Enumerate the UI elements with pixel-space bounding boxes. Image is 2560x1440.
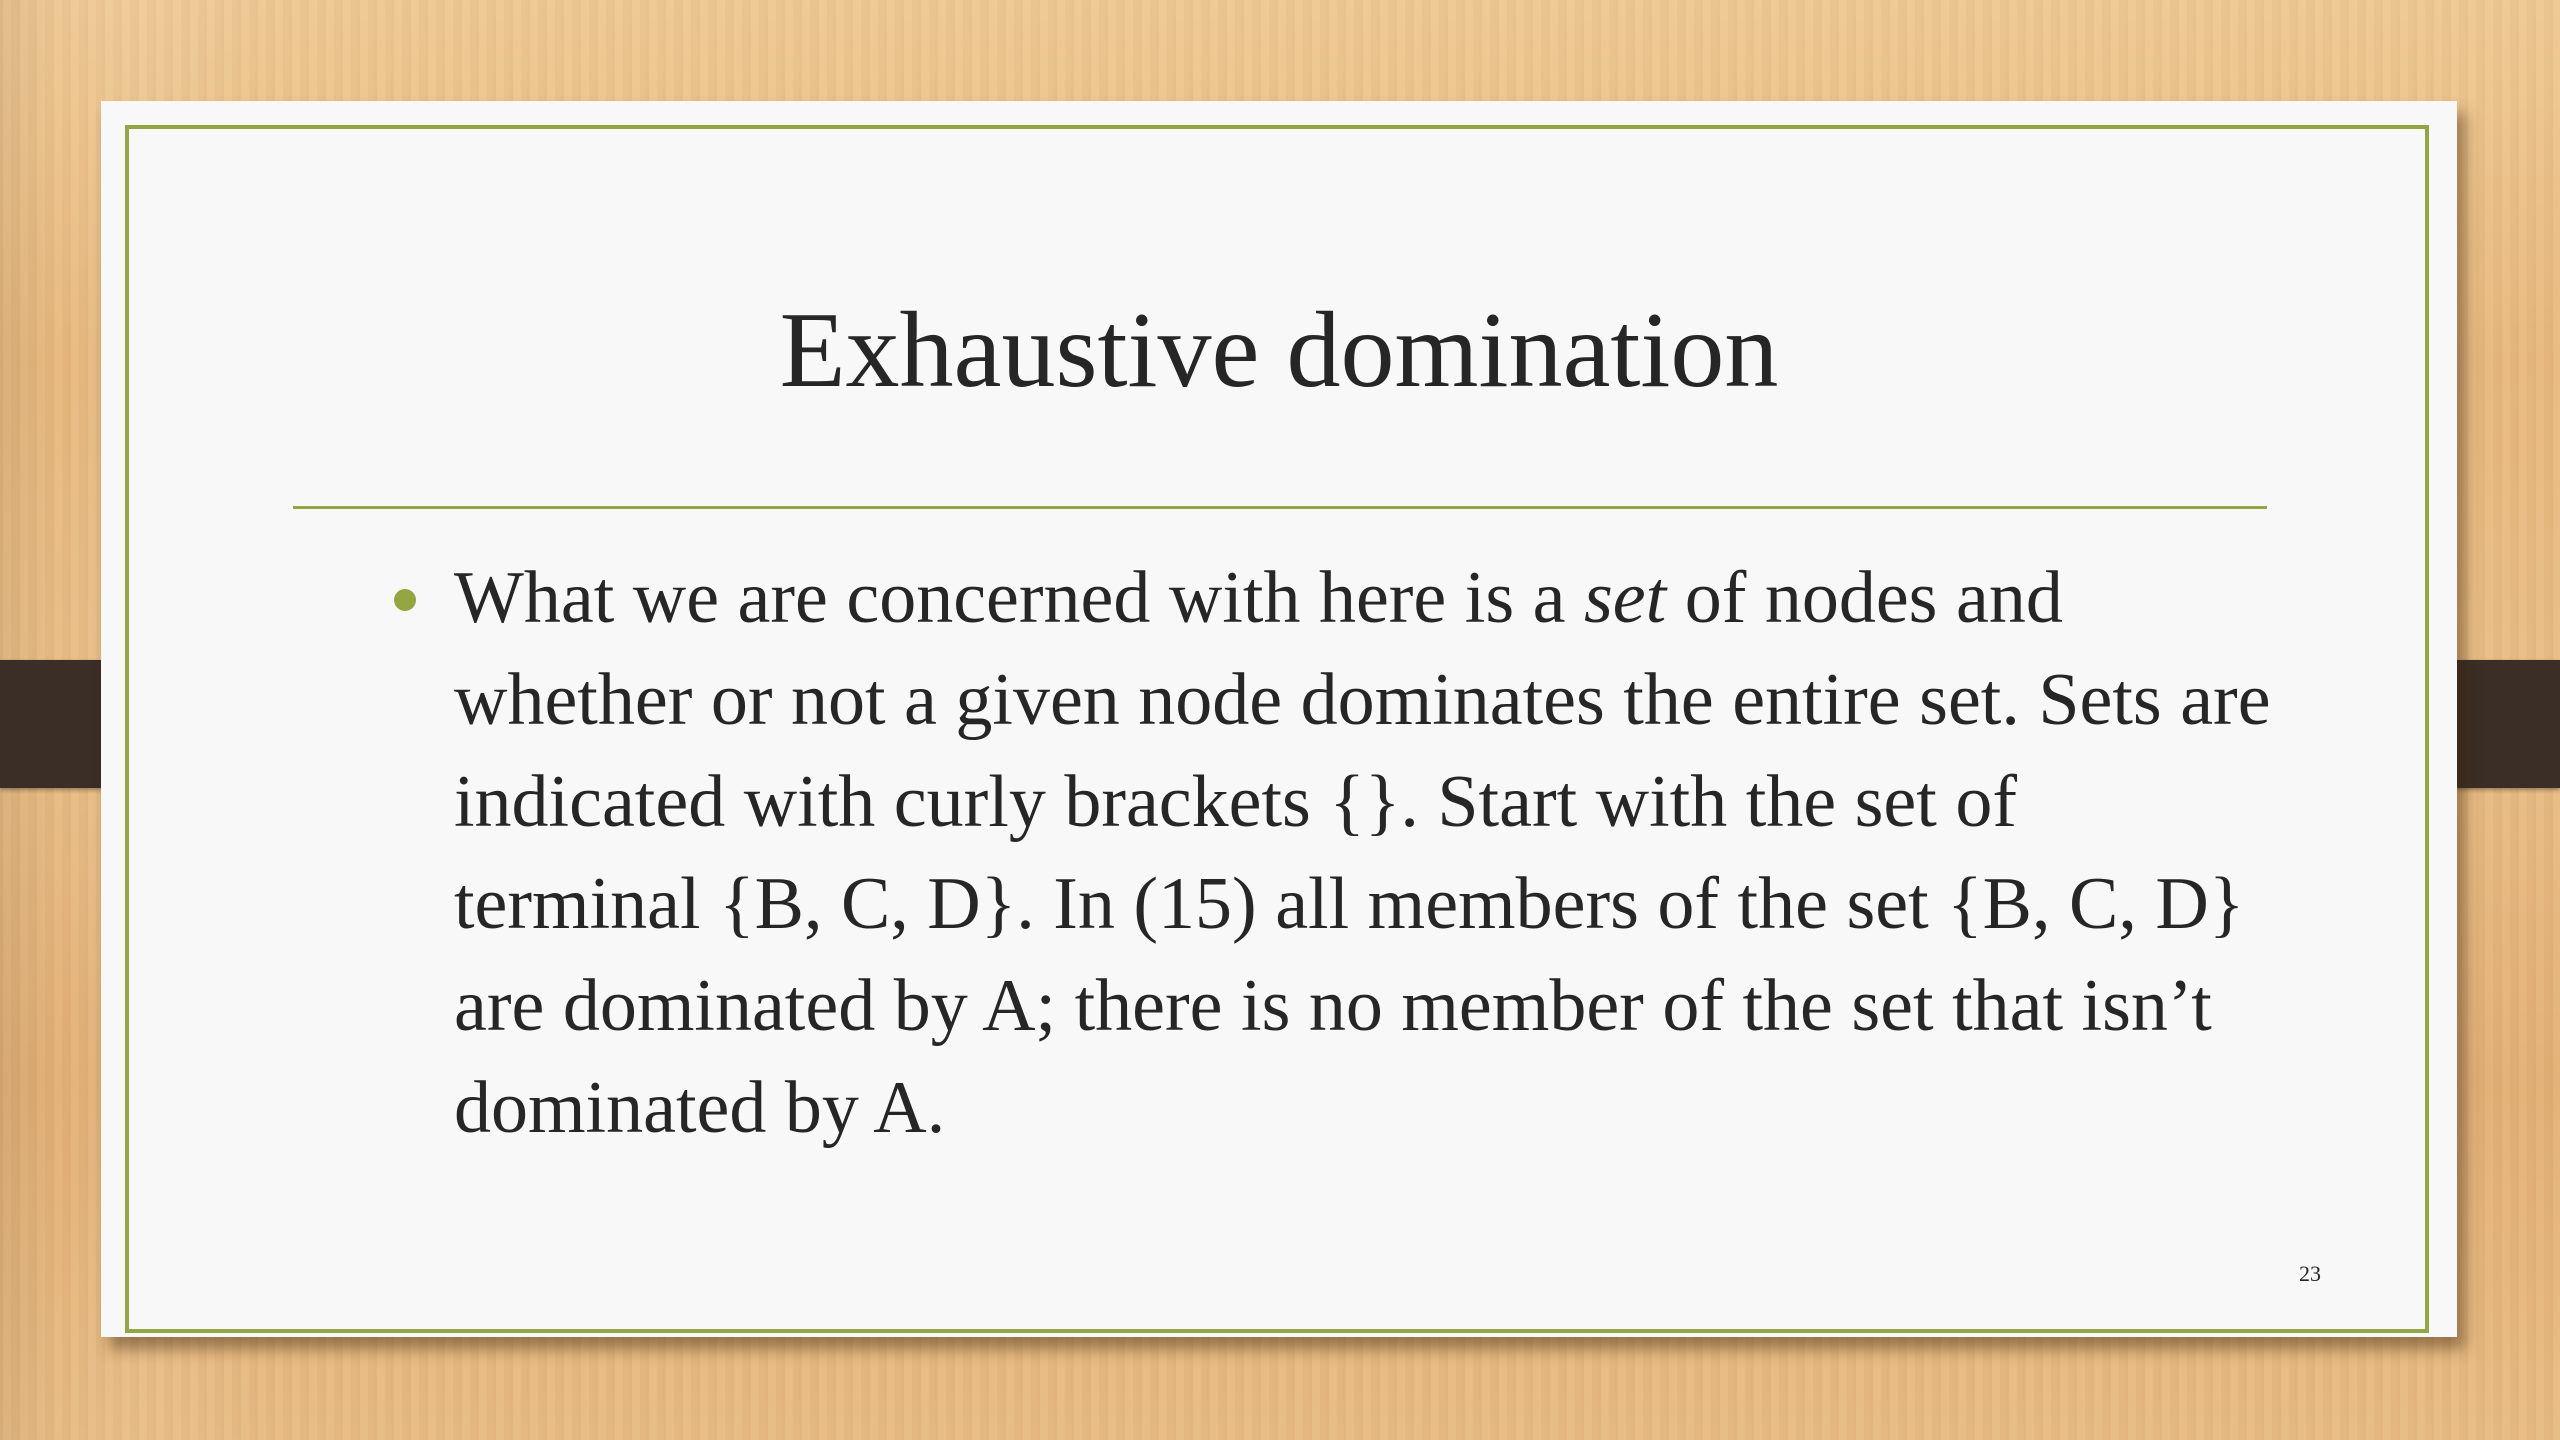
- bullet-dot-icon: [394, 589, 416, 611]
- bullet-text-part-2: of nodes and whether or not a given node dominates the entire set. Sets are indicated with curly brackets {}. Start with the set of terminal {B, C, D}. In (15) all members of the set {B, C, D} are dominated by A; there is no member of the set that isn’t dominated by A.: [454, 557, 2271, 1149]
- bullet-list: [349, 547, 2281, 1159]
- slide-title: Exhaustive domination: [779, 291, 1779, 410]
- title-divider: [293, 506, 2267, 509]
- slide: [101, 101, 2457, 1337]
- bullet-item: [349, 547, 2281, 1159]
- slide-number: 23: [2299, 1261, 2321, 1286]
- bullet-emphasis: set: [1583, 557, 1667, 639]
- bullet-text-part-1: What we are concerned with here is a: [454, 557, 1584, 639]
